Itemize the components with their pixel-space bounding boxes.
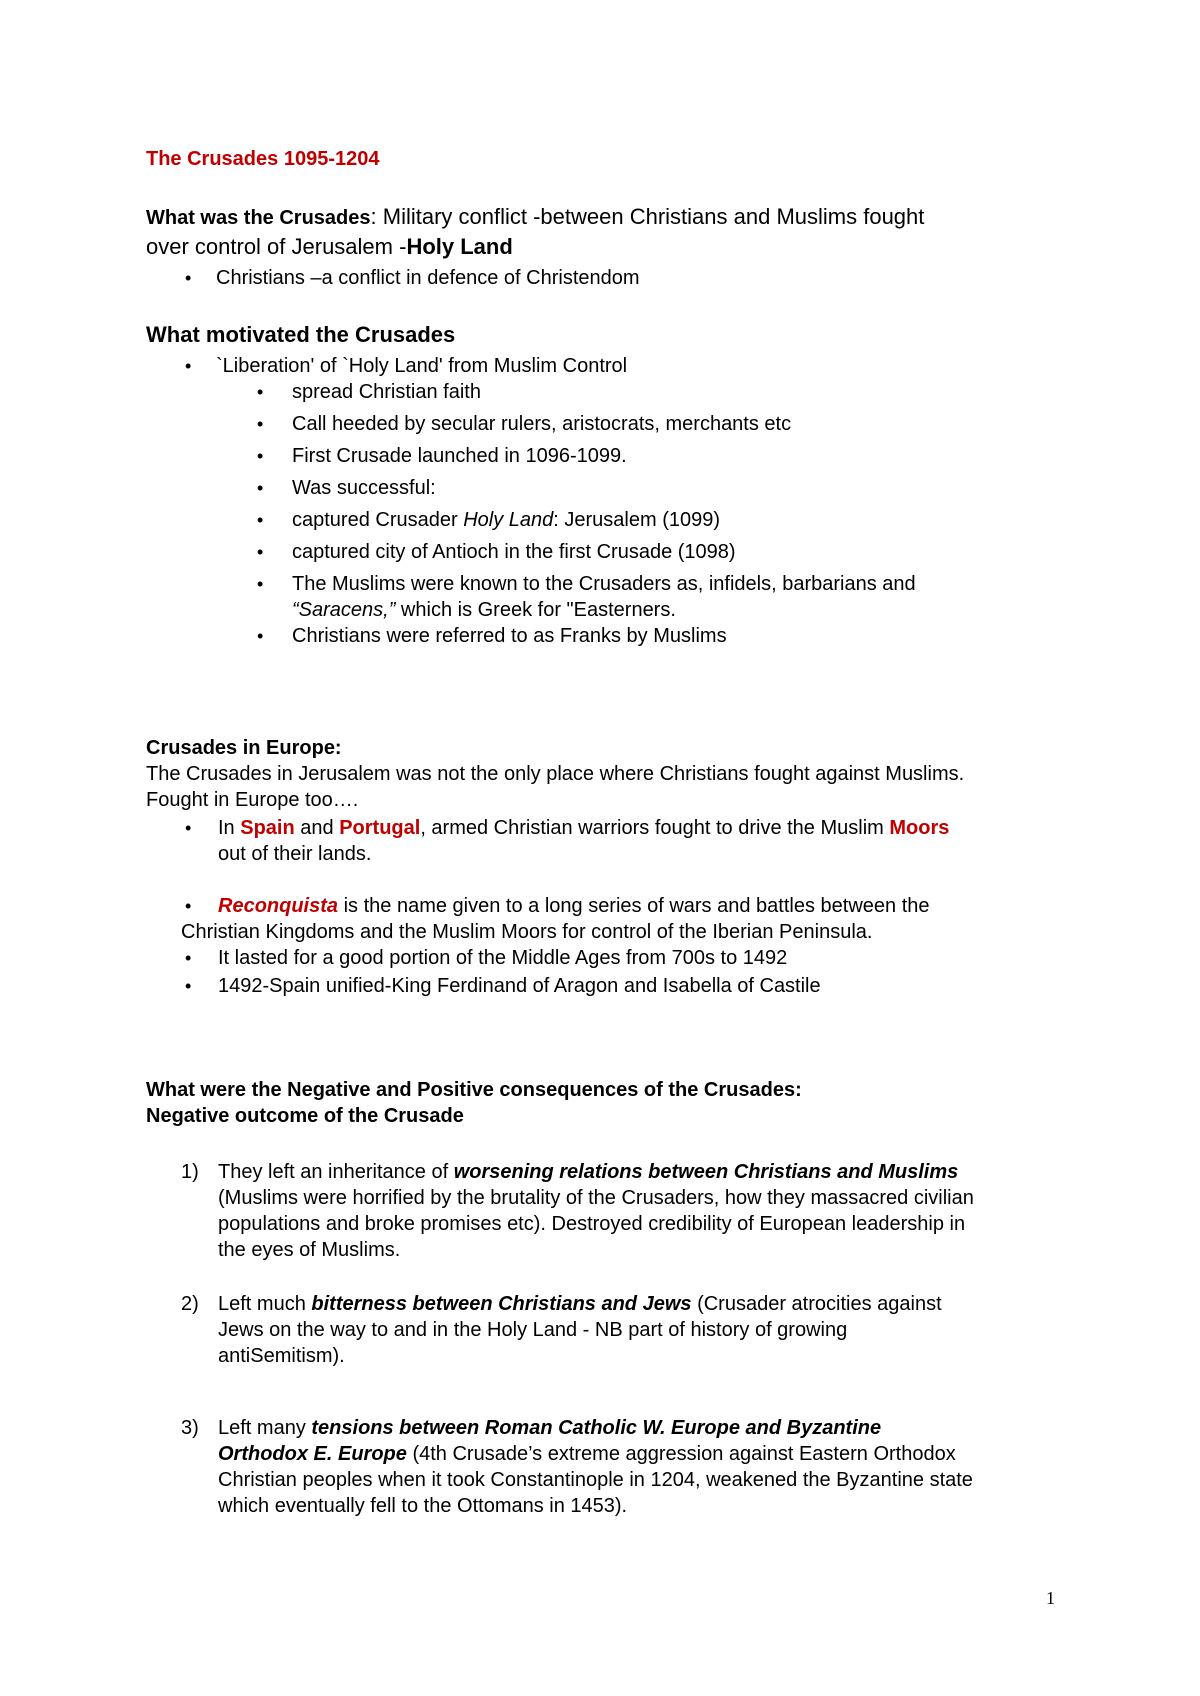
consequence-line: Jews on the way to and in the Holy Land - NB part of history of growing bbox=[218, 1319, 848, 1341]
consequence-item-2: Left much bitterness between Christians and Jews (Crusader atrocities against bbox=[218, 1293, 942, 1315]
list-number: 2) bbox=[181, 1293, 199, 1315]
bullet-icon: • bbox=[185, 818, 192, 838]
europe-bullet: It lasted for a good portion of the Middle Ages from 700s to 1492 bbox=[218, 947, 788, 969]
motivated-item-captured-jerusalem: captured Crusader Holy Land: Jerusalem (1099) bbox=[292, 509, 721, 531]
intro-bullet: Christians –a conflict in defence of Christendom bbox=[216, 267, 640, 289]
saracens-italic: “Saracens,” bbox=[292, 599, 396, 621]
spain-term: Spain bbox=[240, 817, 295, 839]
holy-land-italic: Holy Land bbox=[463, 509, 554, 531]
motivated-item: captured city of Antioch in the first Crusade (1098) bbox=[292, 541, 736, 563]
europe-bullet-spain-line-2: out of their lands. bbox=[218, 843, 372, 865]
consequence-item-3: Left many tensions between Roman Catholic W. Europe and Byzantine bbox=[218, 1417, 882, 1439]
motivated-item: Was successful: bbox=[292, 477, 436, 499]
motivated-item: First Crusade launched in 1096-1099. bbox=[292, 445, 627, 467]
intro-line-1 bbox=[146, 202, 924, 233]
motivated-item: Christians were referred to as Franks by Muslims bbox=[292, 625, 727, 647]
motivated-item-muslims-1: The Muslims were known to the Crusaders as, infidels, barbarians and bbox=[292, 573, 916, 595]
europe-bullet: 1492-Spain unified-King Ferdinand of Aragon and Isabella of Castile bbox=[218, 975, 821, 997]
portugal-term: Portugal bbox=[339, 817, 421, 839]
intro-question: What was the Crusades bbox=[146, 207, 371, 229]
list-number: 1) bbox=[181, 1161, 199, 1183]
bullet-icon: • bbox=[185, 948, 192, 968]
motivated-item: Call heeded by secular rulers, aristocrats, merchants etc bbox=[292, 413, 792, 435]
intro-answer: : Military conflict -between Christians and Muslims fought bbox=[370, 204, 925, 229]
motivated-item-muslims-2: “Saracens,” which is Greek for "Easterners. bbox=[292, 599, 676, 621]
motivated-item: spread Christian faith bbox=[292, 381, 481, 403]
consequence-line: (Muslims were horrified by the brutality of the Crusaders, how they massacred civilian bbox=[218, 1187, 974, 1209]
section-heading-consequences: What were the Negative and Positive consequences of the Crusades: bbox=[146, 1079, 802, 1101]
consequence-line: Christian peoples when it took Constantinople in 1204, weakened the Byzantine state bbox=[218, 1469, 973, 1491]
list-number: 3) bbox=[181, 1417, 199, 1439]
bullet-icon: • bbox=[185, 356, 192, 376]
motivated-top-bullet: `Liberation' of `Holy Land' from Muslim Control bbox=[216, 355, 628, 377]
bullet-icon: • bbox=[257, 446, 264, 466]
holy-land-term: Holy Land bbox=[406, 234, 513, 259]
consequence-line: the eyes of Muslims. bbox=[218, 1239, 401, 1261]
moors-term: Moors bbox=[889, 817, 950, 839]
bullet-icon: • bbox=[185, 896, 192, 916]
reconquista-term: Reconquista bbox=[218, 895, 339, 917]
bullet-icon: • bbox=[257, 382, 264, 402]
section-subheading-negative: Negative outcome of the Crusade bbox=[146, 1105, 464, 1127]
intro-line-2 bbox=[146, 232, 513, 262]
section-heading-europe: Crusades in Europe: bbox=[146, 737, 342, 759]
bullet-icon: • bbox=[257, 574, 264, 594]
bullet-icon: • bbox=[257, 542, 264, 562]
bullet-icon: • bbox=[257, 626, 264, 646]
europe-paragraph-2: Fought in Europe too…. bbox=[146, 789, 359, 811]
consequence-line: populations and broke promises etc). Destroyed credibility of European leadership in bbox=[218, 1213, 966, 1235]
section-heading-motivated: What motivated the Crusades bbox=[146, 322, 456, 347]
emphasis: tensions between Roman Catholic W. Europe and Byzantine bbox=[311, 1417, 882, 1439]
emphasis: worsening relations between Christians and Muslims bbox=[453, 1161, 959, 1183]
emphasis: bitterness between Christians and Jews bbox=[311, 1293, 692, 1315]
intro-answer-2: over control of Jerusalem - bbox=[146, 234, 407, 259]
document-title: The Crusades 1095-1204 bbox=[146, 148, 380, 170]
bullet-icon: • bbox=[257, 478, 264, 498]
bullet-icon: • bbox=[185, 976, 192, 996]
emphasis: Orthodox E. Europe bbox=[218, 1443, 407, 1465]
europe-bullet-reconquista: Reconquista is the name given to a long series of wars and battles between the bbox=[218, 895, 930, 917]
europe-bullet-spain: In Spain and Portugal, armed Christian warriors fought to drive the Muslim Moors bbox=[218, 817, 950, 839]
europe-paragraph-1: The Crusades in Jerusalem was not the only place where Christians fought against Muslims. bbox=[146, 763, 965, 785]
consequence-line: which eventually fell to the Ottomans in 1453). bbox=[218, 1495, 628, 1517]
europe-bullet-reconquista-line-2: Christian Kingdoms and the Muslim Moors for control of the Iberian Peninsula. bbox=[181, 921, 873, 943]
bullet-icon: • bbox=[185, 268, 192, 288]
bullet-icon: • bbox=[257, 414, 264, 434]
consequence-line: antiSemitism). bbox=[218, 1345, 345, 1367]
bullet-icon: • bbox=[257, 510, 264, 530]
consequence-item-1: They left an inheritance of worsening relations between Christians and Muslims bbox=[218, 1161, 959, 1183]
page-number: 1 bbox=[1046, 1588, 1055, 1608]
consequence-item-3-line-2: Orthodox E. Europe (4th Crusade’s extreme aggression against Eastern Orthodox bbox=[218, 1443, 956, 1465]
